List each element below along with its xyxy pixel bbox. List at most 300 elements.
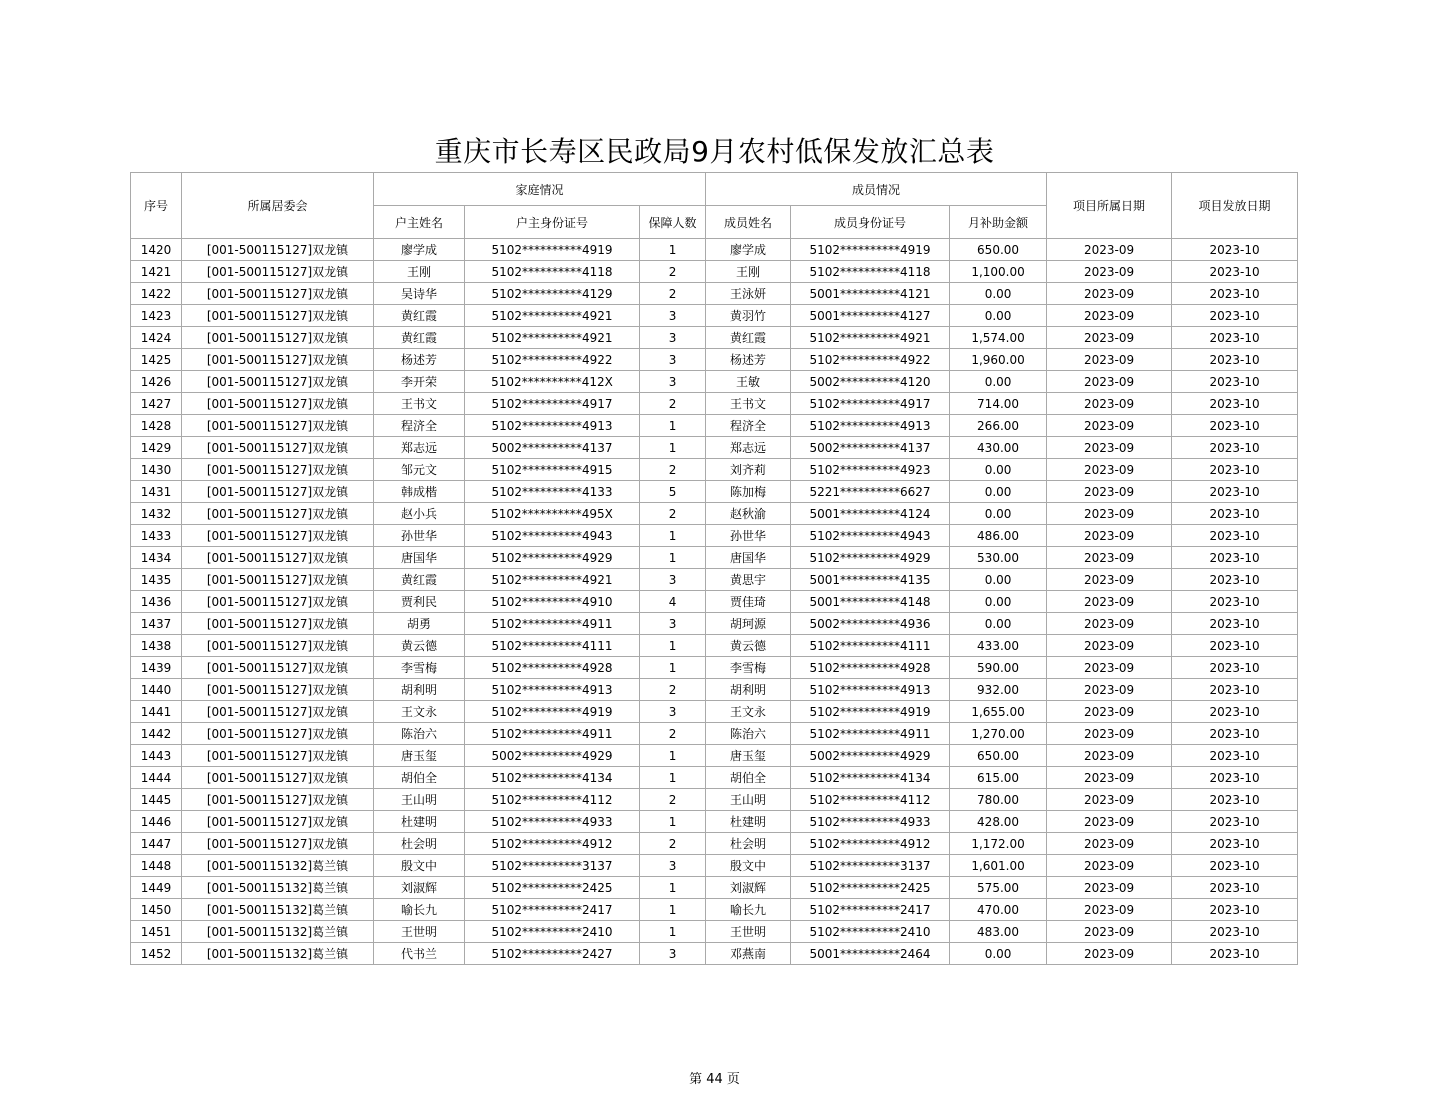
cell-seq: 1429 xyxy=(131,437,182,459)
header-member-name: 成员姓名 xyxy=(706,206,791,239)
cell-head-id: 5102**********4133 xyxy=(465,481,640,503)
cell-seq: 1422 xyxy=(131,283,182,305)
cell-head-id: 5002**********4137 xyxy=(465,437,640,459)
cell-project-date: 2023-09 xyxy=(1047,899,1172,921)
cell-committee: [001-500115127]双龙镇 xyxy=(182,701,374,723)
cell-issue-date: 2023-10 xyxy=(1172,305,1298,327)
cell-issue-date: 2023-10 xyxy=(1172,613,1298,635)
cell-head-id: 5102**********4912 xyxy=(465,833,640,855)
cell-amount: 0.00 xyxy=(950,613,1047,635)
cell-member-name: 郑志远 xyxy=(706,437,791,459)
allowance-summary-table xyxy=(130,172,1298,965)
cell-head-name: 唐国华 xyxy=(374,547,465,569)
cell-count: 2 xyxy=(640,833,706,855)
cell-committee: [001-500115127]双龙镇 xyxy=(182,591,374,613)
cell-member-id: 5102**********4913 xyxy=(791,415,950,437)
cell-count: 2 xyxy=(640,261,706,283)
cell-member-id: 5001**********4124 xyxy=(791,503,950,525)
cell-head-id: 5102**********4919 xyxy=(465,239,640,261)
cell-head-name: 代书兰 xyxy=(374,943,465,965)
cell-head-name: 胡利明 xyxy=(374,679,465,701)
cell-member-id: 5102**********4111 xyxy=(791,635,950,657)
cell-member-id: 5102**********4134 xyxy=(791,767,950,789)
cell-head-id: 5102**********4921 xyxy=(465,305,640,327)
cell-committee: [001-500115132]葛兰镇 xyxy=(182,921,374,943)
cell-count: 1 xyxy=(640,811,706,833)
header-head-name: 户主姓名 xyxy=(374,206,465,239)
cell-head-name: 李雪梅 xyxy=(374,657,465,679)
cell-project-date: 2023-09 xyxy=(1047,327,1172,349)
cell-committee: [001-500115127]双龙镇 xyxy=(182,437,374,459)
cell-head-name: 程济全 xyxy=(374,415,465,437)
cell-head-name: 杜会明 xyxy=(374,833,465,855)
cell-head-id: 5102**********4913 xyxy=(465,415,640,437)
cell-count: 2 xyxy=(640,503,706,525)
cell-member-id: 5001**********4127 xyxy=(791,305,950,327)
cell-count: 1 xyxy=(640,767,706,789)
cell-project-date: 2023-09 xyxy=(1047,591,1172,613)
cell-member-name: 赵秋渝 xyxy=(706,503,791,525)
cell-seq: 1447 xyxy=(131,833,182,855)
cell-issue-date: 2023-10 xyxy=(1172,767,1298,789)
cell-member-id: 5102**********2410 xyxy=(791,921,950,943)
cell-seq: 1420 xyxy=(131,239,182,261)
table-row xyxy=(131,481,1298,503)
table-row xyxy=(131,459,1298,481)
cell-head-name: 郑志远 xyxy=(374,437,465,459)
cell-amount: 0.00 xyxy=(950,503,1047,525)
cell-head-id: 5102**********4911 xyxy=(465,723,640,745)
cell-seq: 1435 xyxy=(131,569,182,591)
cell-seq: 1432 xyxy=(131,503,182,525)
cell-committee: [001-500115127]双龙镇 xyxy=(182,327,374,349)
table-row xyxy=(131,283,1298,305)
cell-head-name: 胡伯全 xyxy=(374,767,465,789)
cell-committee: [001-500115132]葛兰镇 xyxy=(182,855,374,877)
cell-issue-date: 2023-10 xyxy=(1172,723,1298,745)
table-row xyxy=(131,415,1298,437)
cell-member-name: 唐国华 xyxy=(706,547,791,569)
cell-seq: 1433 xyxy=(131,525,182,547)
cell-count: 4 xyxy=(640,591,706,613)
cell-seq: 1421 xyxy=(131,261,182,283)
cell-issue-date: 2023-10 xyxy=(1172,349,1298,371)
cell-member-id: 5102**********4912 xyxy=(791,833,950,855)
cell-amount: 1,574.00 xyxy=(950,327,1047,349)
header-project-date: 项目所属日期 xyxy=(1047,173,1172,239)
cell-project-date: 2023-09 xyxy=(1047,305,1172,327)
cell-issue-date: 2023-10 xyxy=(1172,261,1298,283)
cell-member-name: 唐玉玺 xyxy=(706,745,791,767)
cell-issue-date: 2023-10 xyxy=(1172,899,1298,921)
cell-seq: 1439 xyxy=(131,657,182,679)
page-title: 重庆市长寿区民政局9月农村低保发放汇总表 xyxy=(434,135,995,168)
cell-amount: 266.00 xyxy=(950,415,1047,437)
cell-project-date: 2023-09 xyxy=(1047,789,1172,811)
cell-head-id: 5102**********4929 xyxy=(465,547,640,569)
cell-member-name: 殷文中 xyxy=(706,855,791,877)
cell-head-name: 吴诗华 xyxy=(374,283,465,305)
cell-committee: [001-500115132]葛兰镇 xyxy=(182,899,374,921)
cell-count: 3 xyxy=(640,349,706,371)
cell-amount: 932.00 xyxy=(950,679,1047,701)
table-row xyxy=(131,327,1298,349)
cell-amount: 0.00 xyxy=(950,591,1047,613)
cell-head-name: 黄红霞 xyxy=(374,569,465,591)
cell-issue-date: 2023-10 xyxy=(1172,591,1298,613)
table-row xyxy=(131,921,1298,943)
cell-seq: 1431 xyxy=(131,481,182,503)
cell-member-id: 5102**********4929 xyxy=(791,547,950,569)
cell-member-name: 黄思宇 xyxy=(706,569,791,591)
cell-member-name: 黄羽竹 xyxy=(706,305,791,327)
cell-seq: 1444 xyxy=(131,767,182,789)
cell-seq: 1449 xyxy=(131,877,182,899)
cell-amount: 714.00 xyxy=(950,393,1047,415)
cell-member-id: 5002**********4929 xyxy=(791,745,950,767)
cell-head-name: 王世明 xyxy=(374,921,465,943)
table-row xyxy=(131,239,1298,261)
cell-count: 1 xyxy=(640,657,706,679)
cell-head-id: 5102**********4910 xyxy=(465,591,640,613)
cell-head-id: 5102**********4933 xyxy=(465,811,640,833)
cell-project-date: 2023-09 xyxy=(1047,503,1172,525)
cell-head-name: 邹元文 xyxy=(374,459,465,481)
table-row xyxy=(131,591,1298,613)
cell-committee: [001-500115127]双龙镇 xyxy=(182,503,374,525)
cell-amount: 430.00 xyxy=(950,437,1047,459)
table-row xyxy=(131,305,1298,327)
cell-project-date: 2023-09 xyxy=(1047,481,1172,503)
cell-committee: [001-500115127]双龙镇 xyxy=(182,349,374,371)
cell-issue-date: 2023-10 xyxy=(1172,943,1298,965)
cell-committee: [001-500115127]双龙镇 xyxy=(182,679,374,701)
cell-member-name: 廖学成 xyxy=(706,239,791,261)
table-row xyxy=(131,723,1298,745)
cell-committee: [001-500115127]双龙镇 xyxy=(182,635,374,657)
cell-project-date: 2023-09 xyxy=(1047,613,1172,635)
cell-head-name: 杨述芳 xyxy=(374,349,465,371)
cell-amount: 1,172.00 xyxy=(950,833,1047,855)
cell-head-id: 5102**********2425 xyxy=(465,877,640,899)
table-row xyxy=(131,261,1298,283)
cell-count: 1 xyxy=(640,635,706,657)
cell-seq: 1448 xyxy=(131,855,182,877)
cell-project-date: 2023-09 xyxy=(1047,811,1172,833)
cell-amount: 650.00 xyxy=(950,745,1047,767)
cell-head-id: 5102**********4134 xyxy=(465,767,640,789)
cell-amount: 575.00 xyxy=(950,877,1047,899)
cell-member-name: 喻长九 xyxy=(706,899,791,921)
cell-head-id: 5102**********4928 xyxy=(465,657,640,679)
header-issue-date: 项目发放日期 xyxy=(1172,173,1298,239)
cell-member-id: 5102**********4922 xyxy=(791,349,950,371)
table-row xyxy=(131,767,1298,789)
cell-project-date: 2023-09 xyxy=(1047,921,1172,943)
cell-count: 5 xyxy=(640,481,706,503)
cell-committee: [001-500115127]双龙镇 xyxy=(182,415,374,437)
cell-amount: 486.00 xyxy=(950,525,1047,547)
cell-head-id: 5102**********4915 xyxy=(465,459,640,481)
cell-member-name: 陈加梅 xyxy=(706,481,791,503)
cell-member-id: 5102**********4118 xyxy=(791,261,950,283)
table-row xyxy=(131,877,1298,899)
table-row xyxy=(131,811,1298,833)
cell-member-name: 王书文 xyxy=(706,393,791,415)
cell-seq: 1428 xyxy=(131,415,182,437)
cell-count: 3 xyxy=(640,701,706,723)
cell-count: 3 xyxy=(640,371,706,393)
cell-issue-date: 2023-10 xyxy=(1172,569,1298,591)
cell-amount: 0.00 xyxy=(950,943,1047,965)
cell-issue-date: 2023-10 xyxy=(1172,239,1298,261)
cell-issue-date: 2023-10 xyxy=(1172,503,1298,525)
cell-committee: [001-500115127]双龙镇 xyxy=(182,789,374,811)
cell-member-id: 5102**********4919 xyxy=(791,701,950,723)
cell-member-id: 5102**********4112 xyxy=(791,789,950,811)
cell-committee: [001-500115127]双龙镇 xyxy=(182,833,374,855)
cell-head-id: 5102**********4129 xyxy=(465,283,640,305)
cell-head-id: 5102**********4943 xyxy=(465,525,640,547)
cell-amount: 530.00 xyxy=(950,547,1047,569)
cell-seq: 1451 xyxy=(131,921,182,943)
cell-issue-date: 2023-10 xyxy=(1172,745,1298,767)
cell-committee: [001-500115127]双龙镇 xyxy=(182,569,374,591)
cell-head-name: 殷文中 xyxy=(374,855,465,877)
cell-member-name: 陈治六 xyxy=(706,723,791,745)
cell-head-id: 5102**********4911 xyxy=(465,613,640,635)
cell-committee: [001-500115127]双龙镇 xyxy=(182,657,374,679)
table-row xyxy=(131,635,1298,657)
cell-member-id: 5102**********4943 xyxy=(791,525,950,547)
cell-head-id: 5002**********4929 xyxy=(465,745,640,767)
cell-issue-date: 2023-10 xyxy=(1172,679,1298,701)
cell-seq: 1427 xyxy=(131,393,182,415)
cell-amount: 650.00 xyxy=(950,239,1047,261)
table-header xyxy=(131,173,1298,239)
cell-project-date: 2023-09 xyxy=(1047,855,1172,877)
header-seq: 序号 xyxy=(131,173,182,239)
cell-project-date: 2023-09 xyxy=(1047,657,1172,679)
cell-head-id: 5102**********2427 xyxy=(465,943,640,965)
cell-head-id: 5102**********2410 xyxy=(465,921,640,943)
cell-member-id: 5102**********4911 xyxy=(791,723,950,745)
cell-member-name: 胡珂源 xyxy=(706,613,791,635)
table-row xyxy=(131,657,1298,679)
cell-seq: 1424 xyxy=(131,327,182,349)
table-row xyxy=(131,833,1298,855)
cell-committee: [001-500115127]双龙镇 xyxy=(182,547,374,569)
cell-head-name: 王书文 xyxy=(374,393,465,415)
cell-count: 2 xyxy=(640,789,706,811)
table-row xyxy=(131,393,1298,415)
cell-member-name: 贾佳琦 xyxy=(706,591,791,613)
cell-count: 2 xyxy=(640,393,706,415)
cell-issue-date: 2023-10 xyxy=(1172,437,1298,459)
cell-amount: 1,960.00 xyxy=(950,349,1047,371)
cell-issue-date: 2023-10 xyxy=(1172,635,1298,657)
cell-member-name: 刘淑辉 xyxy=(706,877,791,899)
cell-amount: 0.00 xyxy=(950,459,1047,481)
cell-project-date: 2023-09 xyxy=(1047,415,1172,437)
cell-member-name: 黄云德 xyxy=(706,635,791,657)
cell-head-id: 5102**********4917 xyxy=(465,393,640,415)
cell-project-date: 2023-09 xyxy=(1047,547,1172,569)
cell-project-date: 2023-09 xyxy=(1047,283,1172,305)
cell-seq: 1437 xyxy=(131,613,182,635)
cell-head-id: 5102**********4922 xyxy=(465,349,640,371)
cell-amount: 0.00 xyxy=(950,371,1047,393)
cell-committee: [001-500115127]双龙镇 xyxy=(182,459,374,481)
cell-member-name: 程济全 xyxy=(706,415,791,437)
cell-member-id: 5102**********4928 xyxy=(791,657,950,679)
cell-head-name: 李开荣 xyxy=(374,371,465,393)
cell-member-name: 王敏 xyxy=(706,371,791,393)
cell-count: 1 xyxy=(640,921,706,943)
cell-head-name: 王刚 xyxy=(374,261,465,283)
cell-amount: 0.00 xyxy=(950,481,1047,503)
cell-seq: 1440 xyxy=(131,679,182,701)
cell-count: 3 xyxy=(640,569,706,591)
table-row xyxy=(131,569,1298,591)
cell-member-id: 5001**********4148 xyxy=(791,591,950,613)
cell-head-id: 5102**********4118 xyxy=(465,261,640,283)
cell-head-name: 廖学成 xyxy=(374,239,465,261)
cell-member-name: 杨述芳 xyxy=(706,349,791,371)
cell-seq: 1441 xyxy=(131,701,182,723)
header-head-id: 户主身份证号 xyxy=(465,206,640,239)
cell-head-name: 唐玉玺 xyxy=(374,745,465,767)
cell-issue-date: 2023-10 xyxy=(1172,481,1298,503)
cell-count: 2 xyxy=(640,459,706,481)
cell-issue-date: 2023-10 xyxy=(1172,789,1298,811)
cell-committee: [001-500115127]双龙镇 xyxy=(182,261,374,283)
cell-issue-date: 2023-10 xyxy=(1172,459,1298,481)
cell-issue-date: 2023-10 xyxy=(1172,547,1298,569)
cell-project-date: 2023-09 xyxy=(1047,239,1172,261)
cell-committee: [001-500115127]双龙镇 xyxy=(182,283,374,305)
cell-project-date: 2023-09 xyxy=(1047,701,1172,723)
cell-committee: [001-500115127]双龙镇 xyxy=(182,481,374,503)
table-row xyxy=(131,855,1298,877)
cell-count: 2 xyxy=(640,679,706,701)
table-row xyxy=(131,371,1298,393)
cell-member-id: 5001**********2464 xyxy=(791,943,950,965)
cell-member-name: 杜建明 xyxy=(706,811,791,833)
cell-project-date: 2023-09 xyxy=(1047,943,1172,965)
cell-member-id: 5102**********4923 xyxy=(791,459,950,481)
cell-count: 1 xyxy=(640,899,706,921)
cell-head-name: 王文永 xyxy=(374,701,465,723)
cell-head-name: 黄红霞 xyxy=(374,327,465,349)
cell-issue-date: 2023-10 xyxy=(1172,283,1298,305)
cell-project-date: 2023-09 xyxy=(1047,635,1172,657)
cell-committee: [001-500115132]葛兰镇 xyxy=(182,877,374,899)
table-row xyxy=(131,745,1298,767)
cell-seq: 1452 xyxy=(131,943,182,965)
cell-head-id: 5102**********3137 xyxy=(465,855,640,877)
cell-seq: 1443 xyxy=(131,745,182,767)
cell-member-name: 胡伯全 xyxy=(706,767,791,789)
cell-count: 3 xyxy=(640,855,706,877)
cell-head-name: 韩成楷 xyxy=(374,481,465,503)
cell-head-name: 王山明 xyxy=(374,789,465,811)
cell-seq: 1445 xyxy=(131,789,182,811)
cell-count: 1 xyxy=(640,547,706,569)
cell-seq: 1436 xyxy=(131,591,182,613)
table-row xyxy=(131,547,1298,569)
cell-head-id: 5102**********495X xyxy=(465,503,640,525)
table-row xyxy=(131,525,1298,547)
cell-amount: 780.00 xyxy=(950,789,1047,811)
cell-head-name: 喻长九 xyxy=(374,899,465,921)
cell-amount: 1,655.00 xyxy=(950,701,1047,723)
cell-head-name: 陈治六 xyxy=(374,723,465,745)
cell-amount: 483.00 xyxy=(950,921,1047,943)
cell-head-id: 5102**********4921 xyxy=(465,569,640,591)
cell-member-id: 5102**********3137 xyxy=(791,855,950,877)
cell-project-date: 2023-09 xyxy=(1047,393,1172,415)
table-row xyxy=(131,503,1298,525)
cell-project-date: 2023-09 xyxy=(1047,261,1172,283)
cell-count: 3 xyxy=(640,613,706,635)
cell-amount: 615.00 xyxy=(950,767,1047,789)
cell-project-date: 2023-09 xyxy=(1047,371,1172,393)
header-member-id: 成员身份证号 xyxy=(791,206,950,239)
page-number: 第 44 页 xyxy=(689,1072,740,1087)
cell-issue-date: 2023-10 xyxy=(1172,877,1298,899)
cell-head-id: 5102**********412X xyxy=(465,371,640,393)
cell-member-id: 5002**********4936 xyxy=(791,613,950,635)
cell-amount: 428.00 xyxy=(950,811,1047,833)
cell-head-name: 胡勇 xyxy=(374,613,465,635)
cell-project-date: 2023-09 xyxy=(1047,525,1172,547)
cell-issue-date: 2023-10 xyxy=(1172,525,1298,547)
cell-committee: [001-500115127]双龙镇 xyxy=(182,239,374,261)
cell-project-date: 2023-09 xyxy=(1047,349,1172,371)
cell-count: 2 xyxy=(640,283,706,305)
cell-project-date: 2023-09 xyxy=(1047,877,1172,899)
table-row xyxy=(131,899,1298,921)
cell-amount: 590.00 xyxy=(950,657,1047,679)
cell-committee: [001-500115127]双龙镇 xyxy=(182,393,374,415)
cell-member-id: 5221**********6627 xyxy=(791,481,950,503)
cell-count: 1 xyxy=(640,415,706,437)
cell-member-name: 王刚 xyxy=(706,261,791,283)
header-member-group: 成员情况 xyxy=(706,173,1047,206)
cell-issue-date: 2023-10 xyxy=(1172,371,1298,393)
cell-seq: 1438 xyxy=(131,635,182,657)
cell-issue-date: 2023-10 xyxy=(1172,393,1298,415)
cell-count: 3 xyxy=(640,943,706,965)
cell-member-name: 王文永 xyxy=(706,701,791,723)
cell-seq: 1450 xyxy=(131,899,182,921)
cell-member-id: 5102**********4921 xyxy=(791,327,950,349)
table-row xyxy=(131,701,1298,723)
cell-project-date: 2023-09 xyxy=(1047,767,1172,789)
cell-issue-date: 2023-10 xyxy=(1172,327,1298,349)
cell-amount: 0.00 xyxy=(950,305,1047,327)
cell-amount: 470.00 xyxy=(950,899,1047,921)
cell-committee: [001-500115127]双龙镇 xyxy=(182,613,374,635)
cell-issue-date: 2023-10 xyxy=(1172,657,1298,679)
cell-amount: 0.00 xyxy=(950,569,1047,591)
cell-member-name: 刘齐莉 xyxy=(706,459,791,481)
cell-member-name: 胡利明 xyxy=(706,679,791,701)
cell-member-name: 杜会明 xyxy=(706,833,791,855)
cell-head-name: 黄云德 xyxy=(374,635,465,657)
cell-seq: 1426 xyxy=(131,371,182,393)
